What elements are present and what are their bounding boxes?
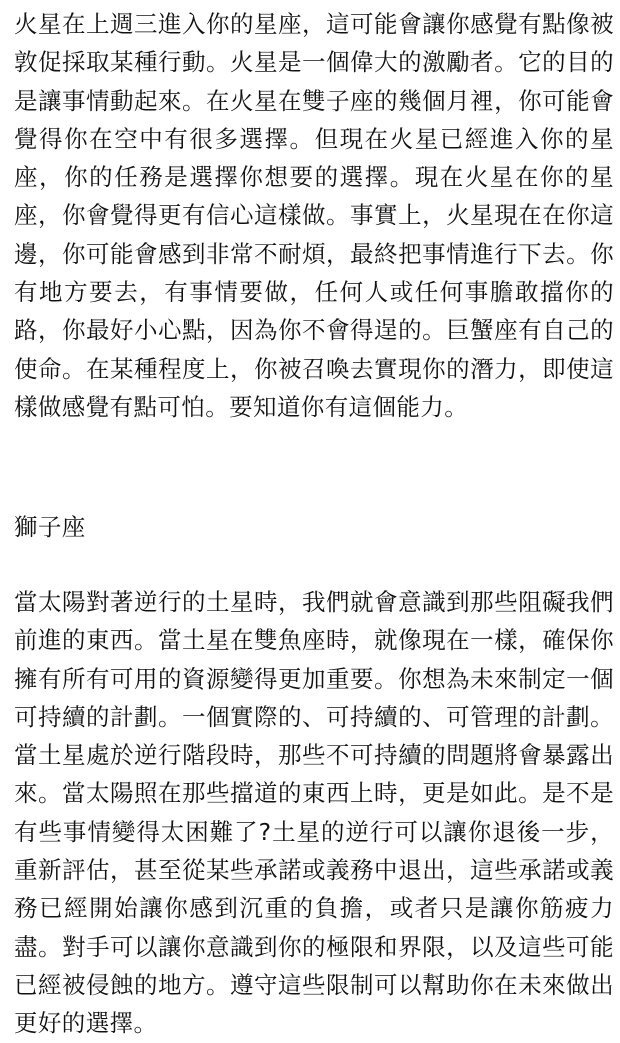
leo-horoscope-paragraph: 當太陽對著逆行的土星時，我們就會意識到那些阻礙我們前進的東西。當土星在雙魚座時，就像現在一樣，確保你擁有所有可用的資源變得更加重要。你想為未來制定一個可持續的計劃。一個實際的、可持續的、可管理的計劃。當土星處於逆行階段時，那些不可持續的問題將會暴露出來。當太陽照在那些擋道的東西上時，更是如此。是不是有些事情變得太困難了?土星的逆行可以讓你退後一步，重新評估，甚至從某些承諾或義務中退出，這些承諾或義務已經開始讓你感到沉重的負擔，或者只是讓你筋疲力盡。對手可以讓你意識到你的極限和界限，以及這些可能已經被侵蝕的地方。遵守這些限制可以幫助你在未來做出更好的選擇。 bbox=[14, 588, 614, 1038]
leo-section-heading: 獅子座 bbox=[14, 513, 86, 541]
cancer-horoscope-paragraph: 火星在上週三進入你的星座，這可能會讓你感覺有點像被敦促採取某種行動。火星是一個偉大的激勵者。它的目的是讓事情動起來。在火星在雙子座的幾個月裡，你可能會覺得你在空中有很多選擇。但現在火星已經進入你的星座，你的任務是選擇你想要的選擇。現在火星在你的星座，你會覺得更有信心這樣做。事實上，火星現在在你這邊，你可能會感到非常不耐煩，最終把事情進行下去。你有地方要去，有事情要做，任何人或任何事膽敢擋你的路，你最好小心點，因為你不會得逞的。巨蟹座有自己的使命。在某種程度上，你被召喚去實現你的潛力，即使這樣做感覺有點可怕。要知道你有這個能力。 bbox=[14, 10, 614, 421]
